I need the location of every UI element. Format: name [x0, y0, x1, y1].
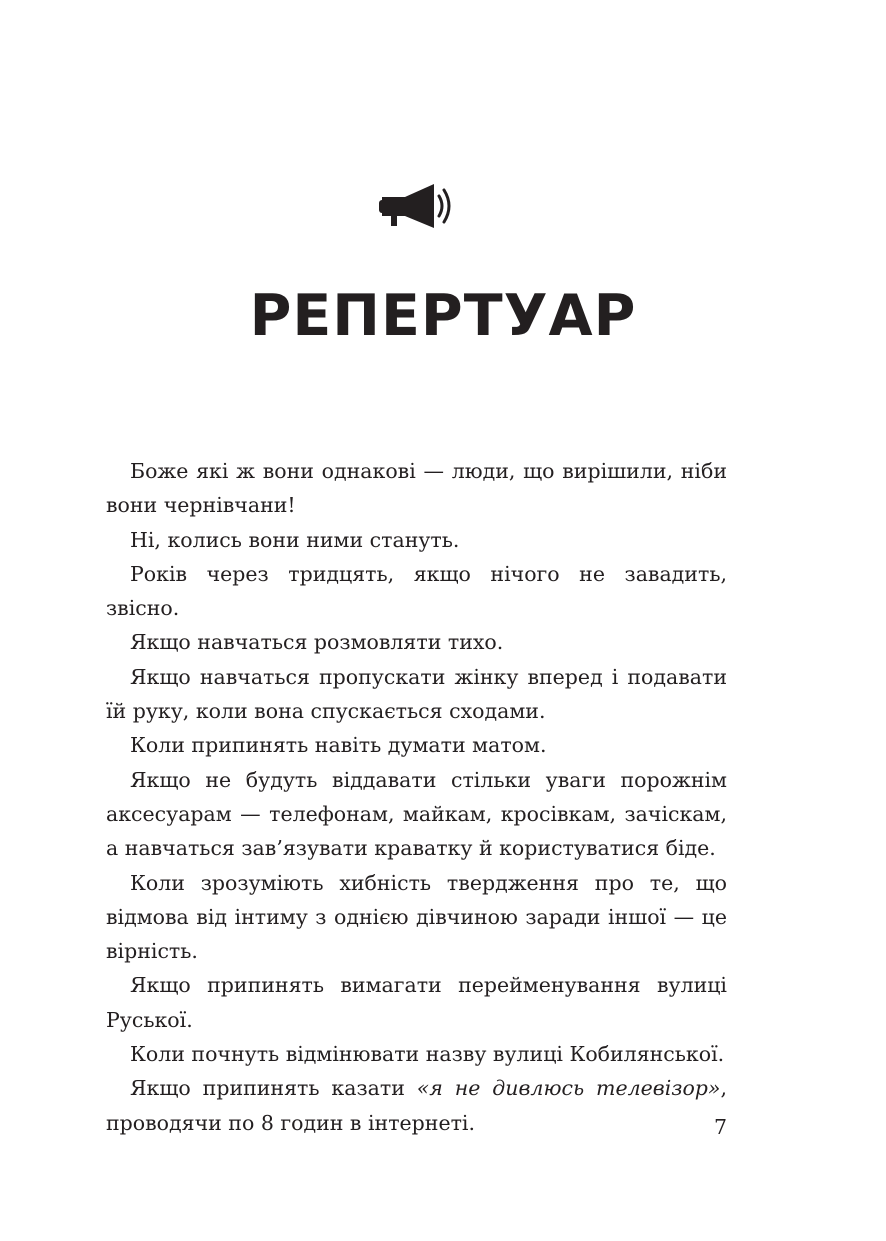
paragraph: Якщо навчаться пропускати жінку вперед і подавати їй руку, коли вона спускається сходами. — [106, 664, 727, 724]
paragraph: Коли почнуть відмінювати назву вулиці Кобилянської. — [130, 1042, 725, 1067]
paragraph-text: Якщо припинять казати — [130, 1076, 417, 1101]
paragraph: Боже які ж вони однакові — люди, що вирішили, ніби вони чернівчани! — [106, 459, 727, 518]
body-text — [106, 454, 727, 1140]
paragraph: Якщо припинять вимагати перейменування вулиці Руської. — [106, 973, 727, 1032]
paragraph: Років через тридцять, якщо нічого не завадить, звісно. — [106, 561, 727, 621]
paragraph: Якщо навчаться розмовляти тихо. — [130, 630, 504, 655]
page-number: 7 — [713, 1115, 727, 1139]
paragraph-last — [106, 1071, 727, 1140]
paragraph-text: , проводячи по 8 годин в інтернеті. — [106, 1076, 727, 1135]
paragraph: Ні, колись вони ними стануть. — [130, 527, 460, 552]
paragraph: Коли припинять навіть думати матом. — [130, 733, 547, 758]
paragraph: Якщо не будуть віддавати стільки уваги порожнім аксесуарам — телефонам, майкам, кросівкам, зачіскам, а навчаться зав’язувати краватку й користуватися біде. — [106, 767, 727, 861]
megaphone-icon — [377, 182, 457, 230]
paragraph: Коли зрозуміють хибність твердження про те, що відмова від інтиму з однією дівчиною заради іншої — це вірність. — [106, 870, 727, 964]
quote-italic: «я не дивлюсь телевізор» — [416, 1076, 721, 1101]
page-title: РЕПЕРТУАР — [249, 283, 637, 349]
